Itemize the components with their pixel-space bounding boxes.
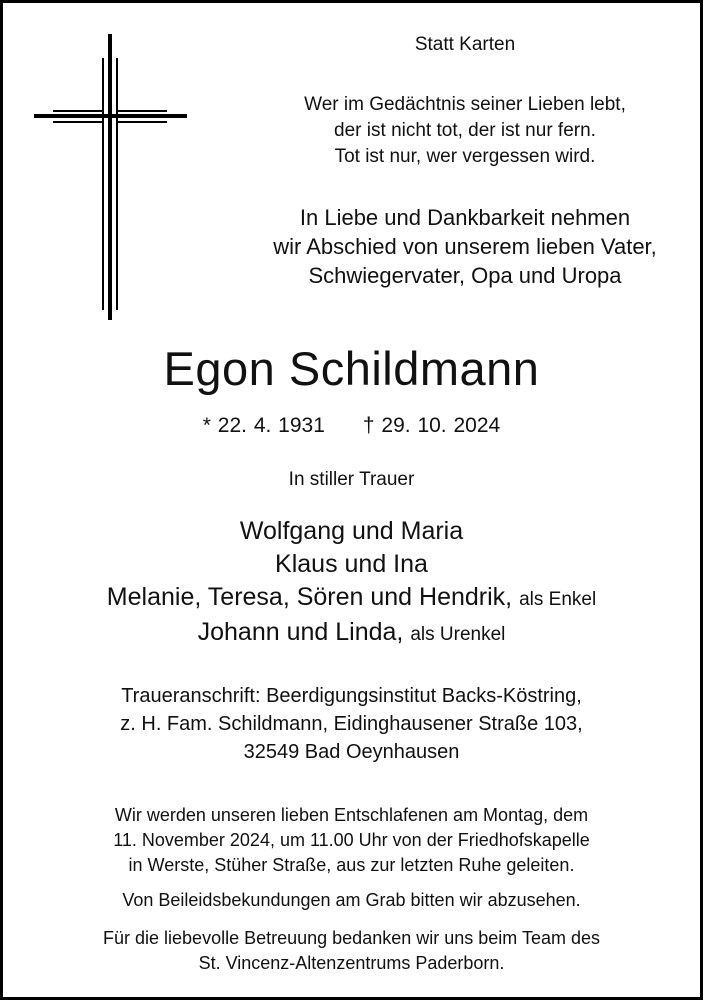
mourning-label: In stiller Trauer	[288, 469, 415, 490]
quote-line: Tot ist nur, wer vergessen wird.	[334, 146, 596, 167]
mourner-names: Klaus und Ina	[275, 550, 428, 578]
mourner-relation: als Enkel	[519, 589, 597, 610]
birth-date: * 22. 4. 1931	[202, 414, 325, 437]
mourner-names: Melanie, Teresa, Sören und Hendrik,	[106, 583, 513, 611]
death-date: † 29. 10. 2024	[362, 414, 501, 437]
farewell-intro	[215, 203, 703, 290]
mourners-list	[3, 515, 700, 651]
quote-line: der ist nicht tot, der ist nur fern.	[334, 120, 596, 141]
deceased-name: Egon Schildmann	[163, 342, 540, 395]
statt-karten-heading: Statt Karten	[414, 34, 516, 55]
funeral-details	[3, 803, 700, 878]
thanks-line: Für die liebevolle Betreuung bedanken wir uns beim Team des	[103, 928, 600, 948]
address-line: 32549 Bad Oeynhausen	[243, 741, 460, 763]
mourning-address	[3, 682, 700, 766]
thanks-line: St. Vincenz-Altenzentrums Paderborn.	[198, 953, 505, 973]
mourner-line	[3, 581, 700, 616]
funeral-line: Wir werden unseren lieben Entschlafenen am Montag, dem	[114, 805, 589, 825]
cross-icon	[31, 31, 191, 323]
intro-line: wir Abschied von unserem lieben Vater,	[273, 234, 657, 259]
funeral-line: in Werste, Stüher Straße, aus zur letzten Ruhe geleiten.	[128, 855, 575, 875]
mourner-names: Wolfgang und Maria	[239, 517, 464, 545]
address-line: Traueranschrift: Beerdigungsinstitut Backs-Köstring,	[121, 685, 582, 707]
address-line: z. H. Fam. Schildmann, Eidinghausener Straße 103,	[120, 713, 583, 735]
condolence-note: Von Beileidsbekundungen am Grab bitten wir abzusehen.	[122, 890, 581, 910]
mourner-line	[3, 616, 700, 651]
mourner-line	[3, 515, 700, 548]
mourner-names: Johann und Linda,	[197, 618, 404, 646]
intro-line: In Liebe und Dankbarkeit nehmen	[299, 205, 631, 230]
thanks-note	[3, 926, 700, 976]
mourner-relation: als Urenkel	[410, 624, 506, 645]
intro-line: Schwiegervater, Opa und Uropa	[308, 263, 622, 288]
funeral-line: 11. November 2024, um 11.00 Uhr von der Friedhofskapelle	[113, 830, 590, 850]
mourner-line	[3, 548, 700, 581]
life-dates	[3, 412, 700, 440]
quote-line: Wer im Gedächtnis seiner Lieben lebt,	[304, 94, 626, 115]
memorial-quote	[215, 92, 703, 170]
